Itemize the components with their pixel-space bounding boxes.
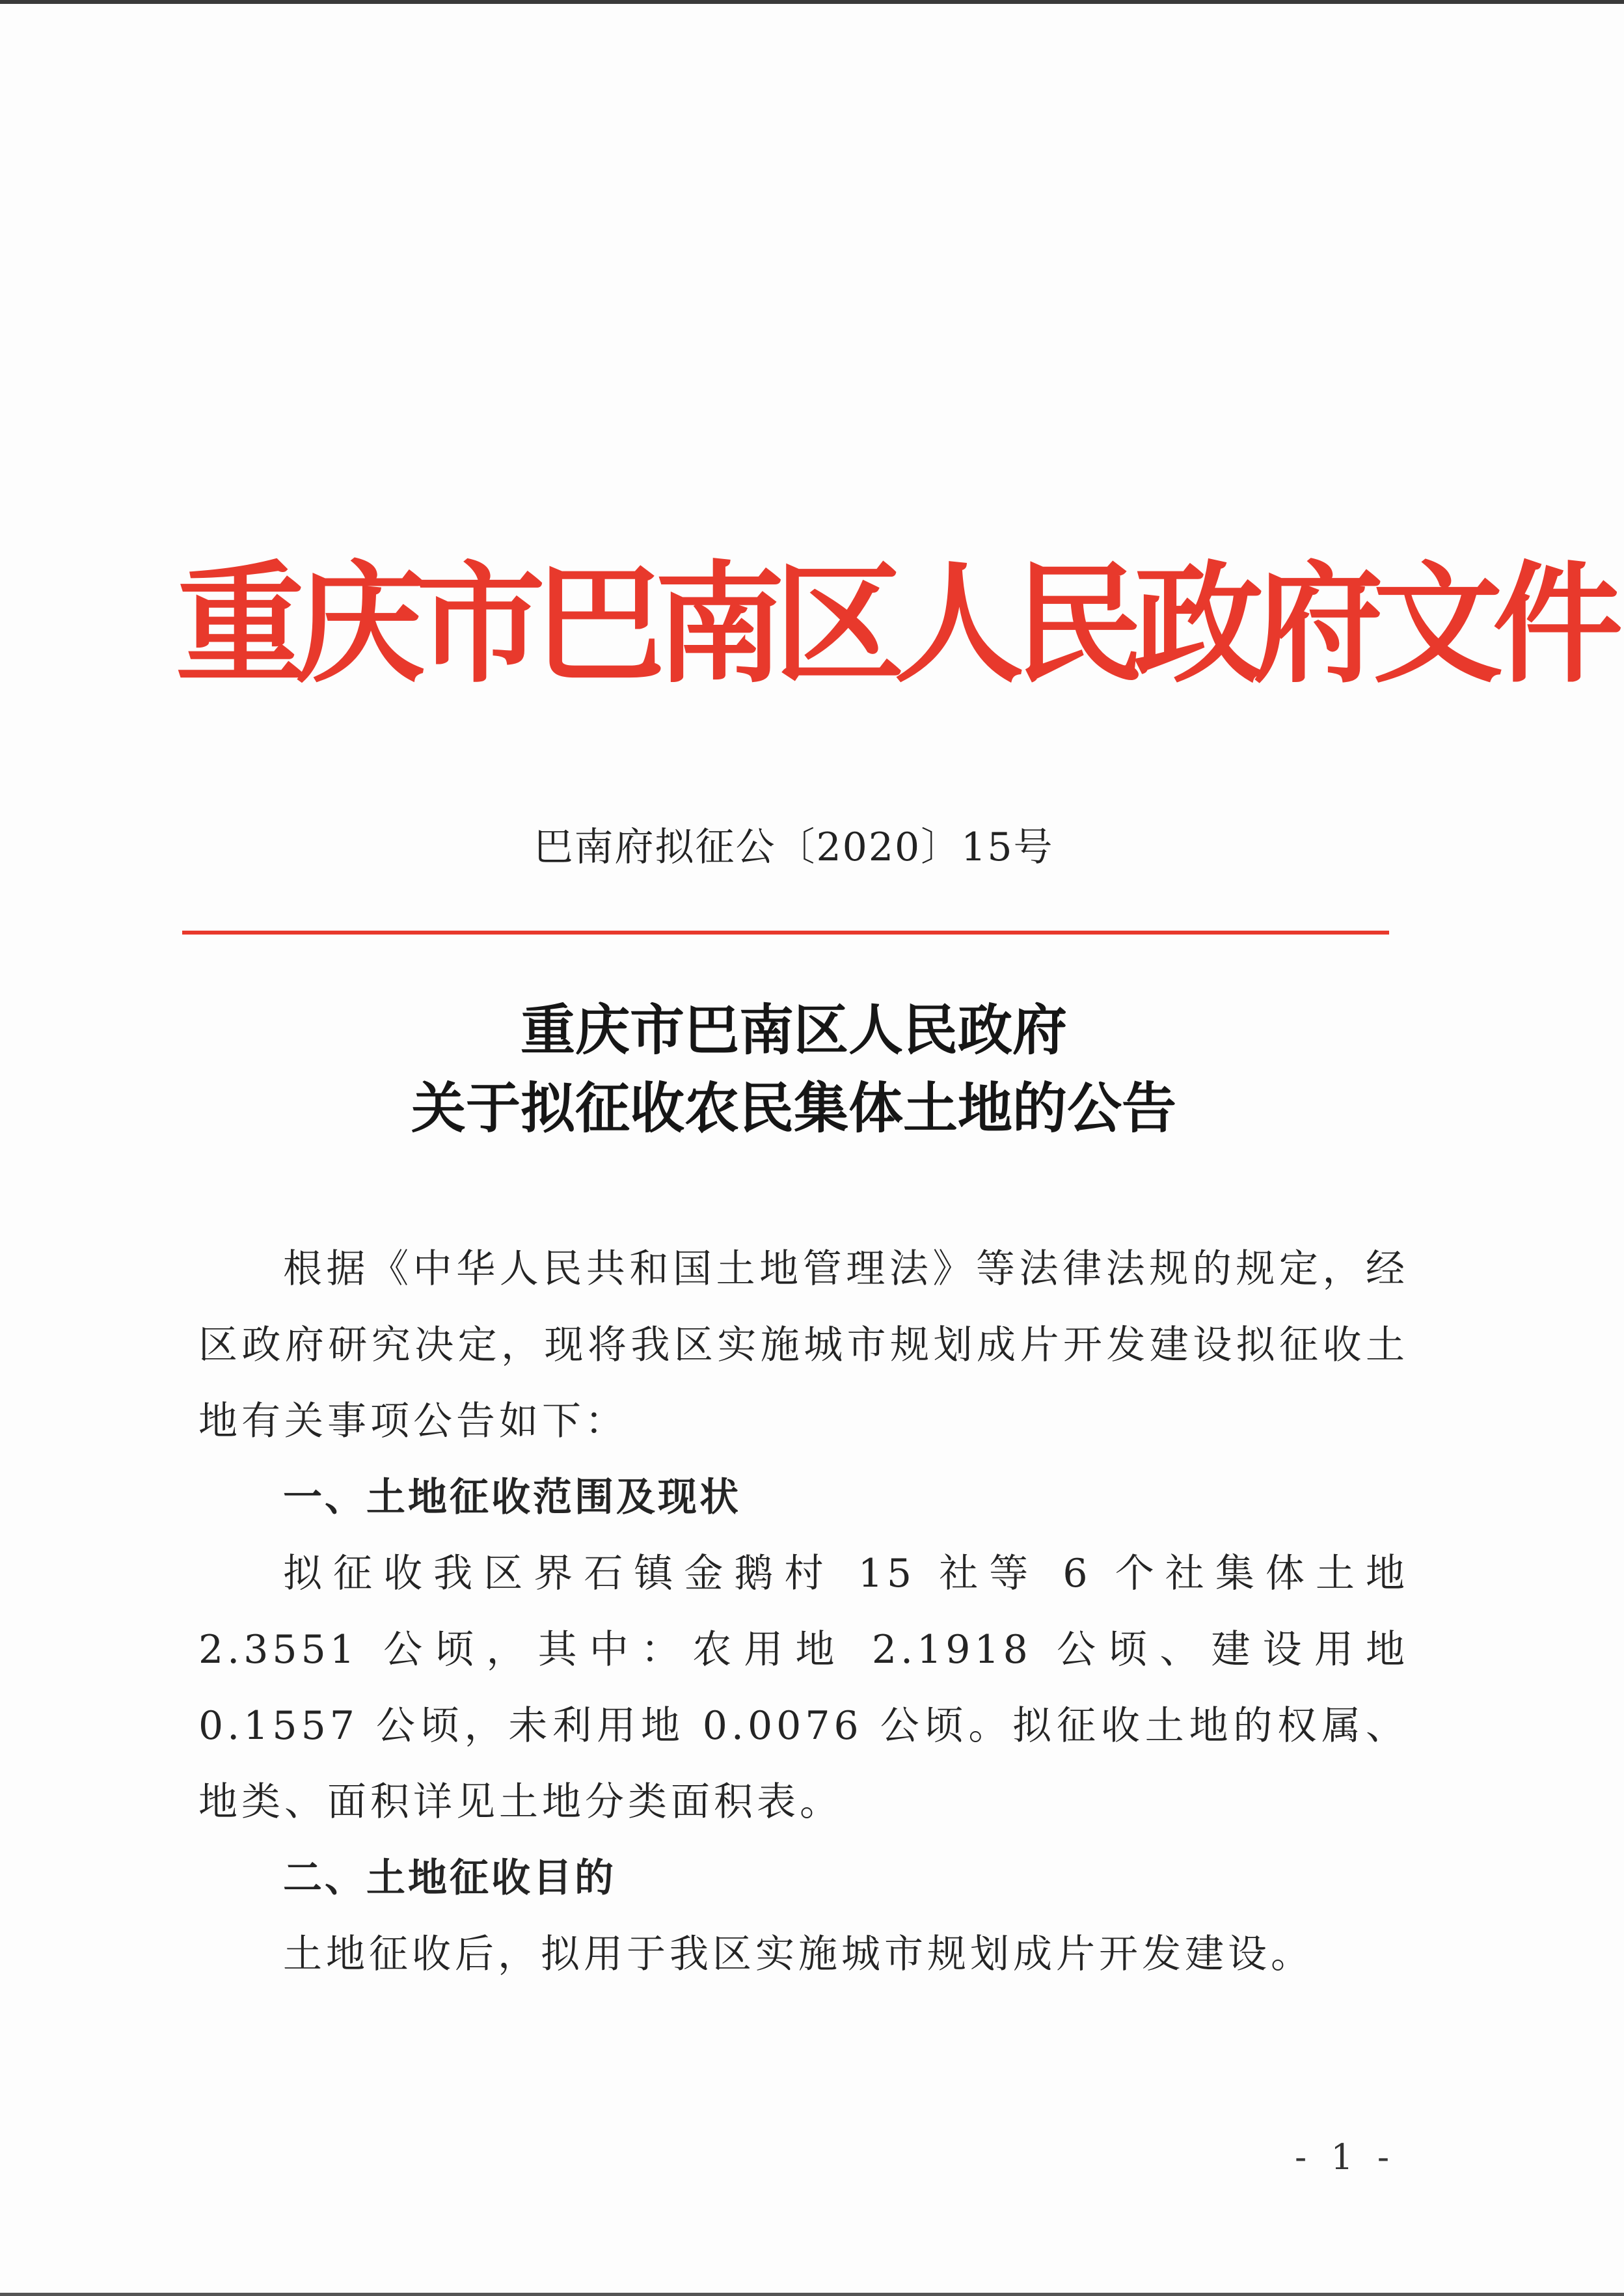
document-number: 巴南府拟征公〔2020〕15号 [534, 825, 1054, 870]
red-divider-line [182, 931, 1389, 935]
page-number: - 1 - [1295, 2137, 1396, 2178]
notice-title-line1: 重庆市巴南区人民政府 [520, 998, 1067, 1062]
section1-paragraph: 拟征收我区界石镇金鹅村 15 社等 6 个社集体土地 2.3551 公顷，其中：农用地 2.1918 公顷、建设用地 0.1557 公顷，未利用地 0.0076 公顷。拟征收土地的权属、地类、面积详见土地分类面积表。 [198, 1551, 1409, 1825]
intro-paragraph: 根据《中华人民共和国土地管理法》等法律法规的规定，经区政府研究决定，现将我区实施城市规划成片开发建设拟征收土地有关事项公告如下： [198, 1246, 1409, 1444]
section2-paragraph: 土地征收后，拟用于我区实施城市规划成片开发建设。 [283, 1932, 1314, 1977]
scan-top-edge [0, 0, 1624, 4]
masthead-title: 重庆市巴南区人民政府文件 [176, 548, 1613, 701]
section2-heading: 二、土地征收目的 [283, 1855, 616, 1901]
notice-body [198, 1231, 1409, 1993]
notice-title-line2: 关于拟征收农民集体土地的公告 [411, 1076, 1176, 1140]
scan-bottom-edge [0, 2293, 1624, 2296]
section1-heading: 一、土地征收范围及现状 [283, 1475, 741, 1520]
